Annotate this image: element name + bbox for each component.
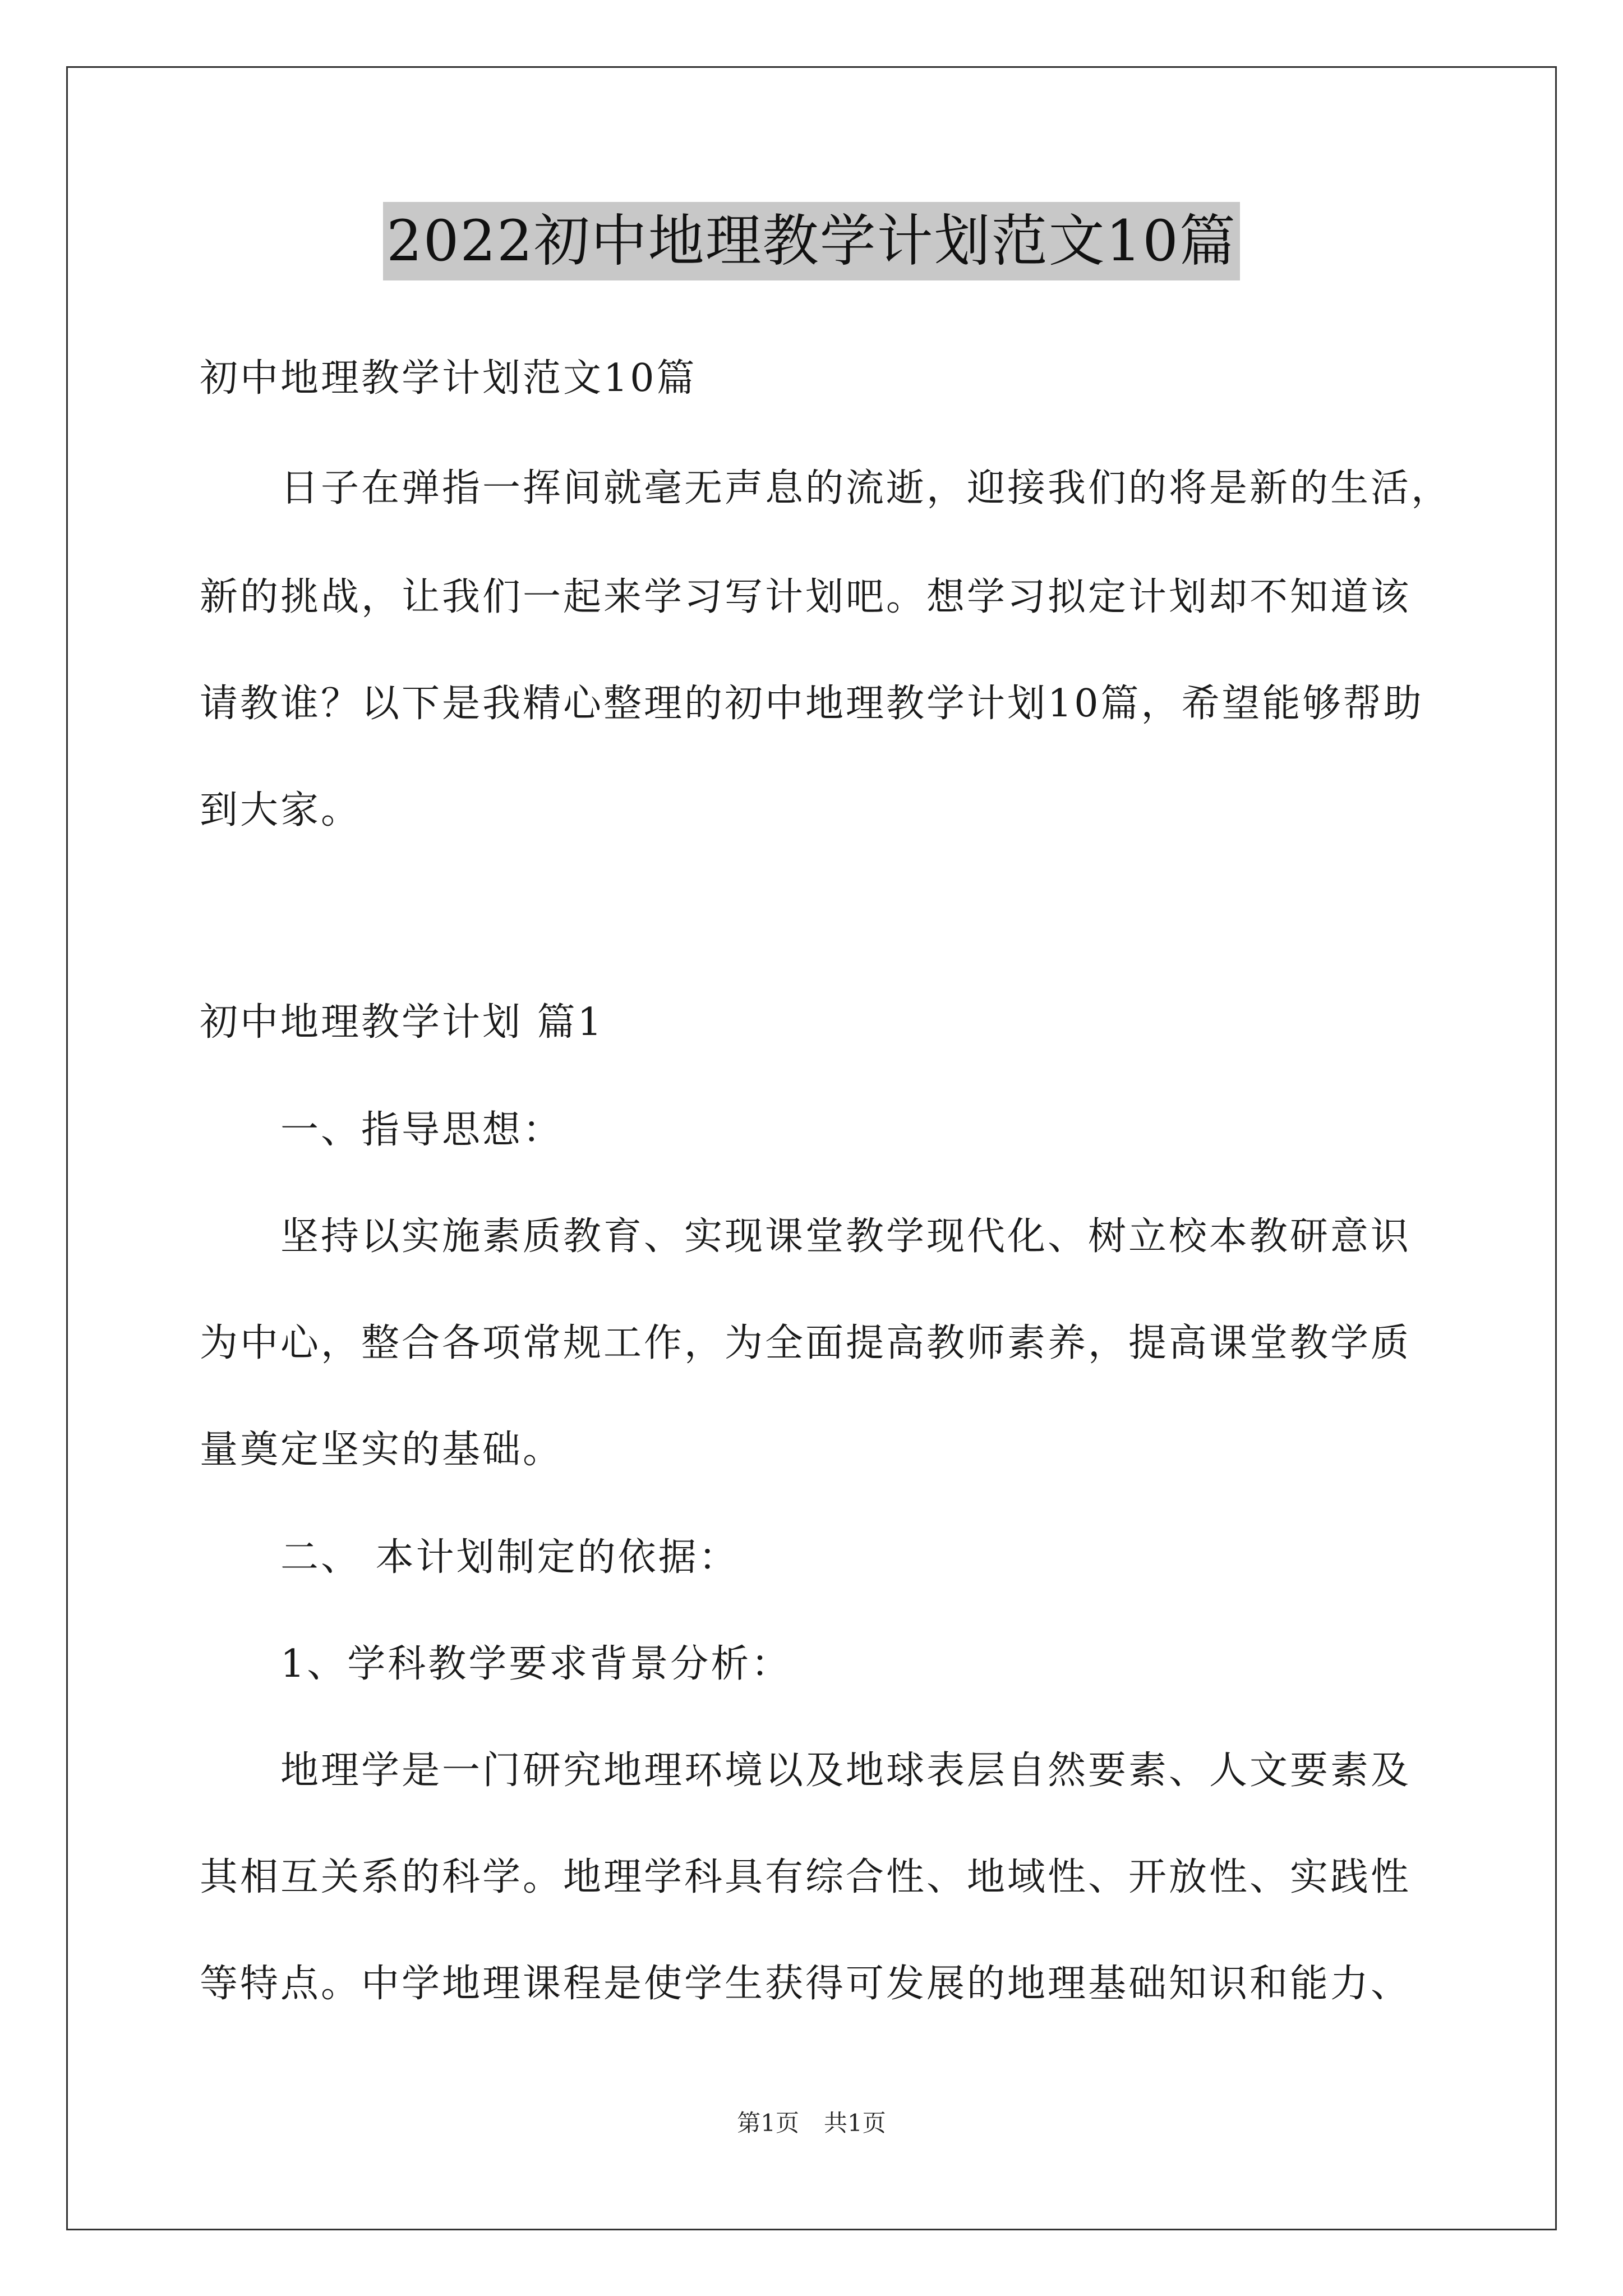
subsection-heading: 1、学科教学要求背景分析：	[280, 1642, 792, 1686]
paragraph-line: 到大家。	[200, 788, 362, 832]
page-number: 第1页	[737, 2109, 799, 2137]
subsection-heading: 二、 本计划制定的依据：	[280, 1535, 739, 1580]
paragraph-line: 地理学是一门研究地理环境以及地球表层自然要素、人文要素及	[280, 1749, 1412, 1793]
title-container	[0, 202, 1623, 280]
paragraph-line: 等特点。中学地理课程是使学生获得可发展的地理基础知识和能力、	[200, 1962, 1412, 2006]
page-footer	[0, 2106, 1623, 2140]
paragraph-line: 坚持以实施素质教育、实现课堂教学现代化、树立校本教研意识	[280, 1214, 1412, 1259]
section-heading: 初中地理教学计划 篇1	[200, 1000, 604, 1045]
paragraph-line: 新的挑战，让我们一起来学习写计划吧。想学习拟定计划却不知道该	[200, 575, 1412, 619]
document-title: 2022初中地理教学计划范文10篇	[383, 202, 1240, 280]
paragraph-line: 量奠定坚实的基础。	[200, 1428, 564, 1472]
subtitle-line: 初中地理教学计划范文10篇	[200, 356, 697, 401]
paragraph-line: 请教谁？以下是我精心整理的初中地理教学计划10篇，希望能够帮助	[200, 682, 1424, 726]
paragraph-line: 为中心，整合各项常规工作，为全面提高教师素养，提高课堂教学质	[200, 1321, 1412, 1365]
paragraph-line: 日子在弹指一挥间就毫无声息的流逝，迎接我们的将是新的生活，	[280, 466, 1452, 510]
paragraph-line: 其相互关系的科学。地理学科具有综合性、地域性、开放性、实践性	[200, 1855, 1412, 1899]
subsection-heading: 一、指导思想：	[280, 1108, 564, 1152]
page-total: 共1页	[824, 2109, 886, 2137]
